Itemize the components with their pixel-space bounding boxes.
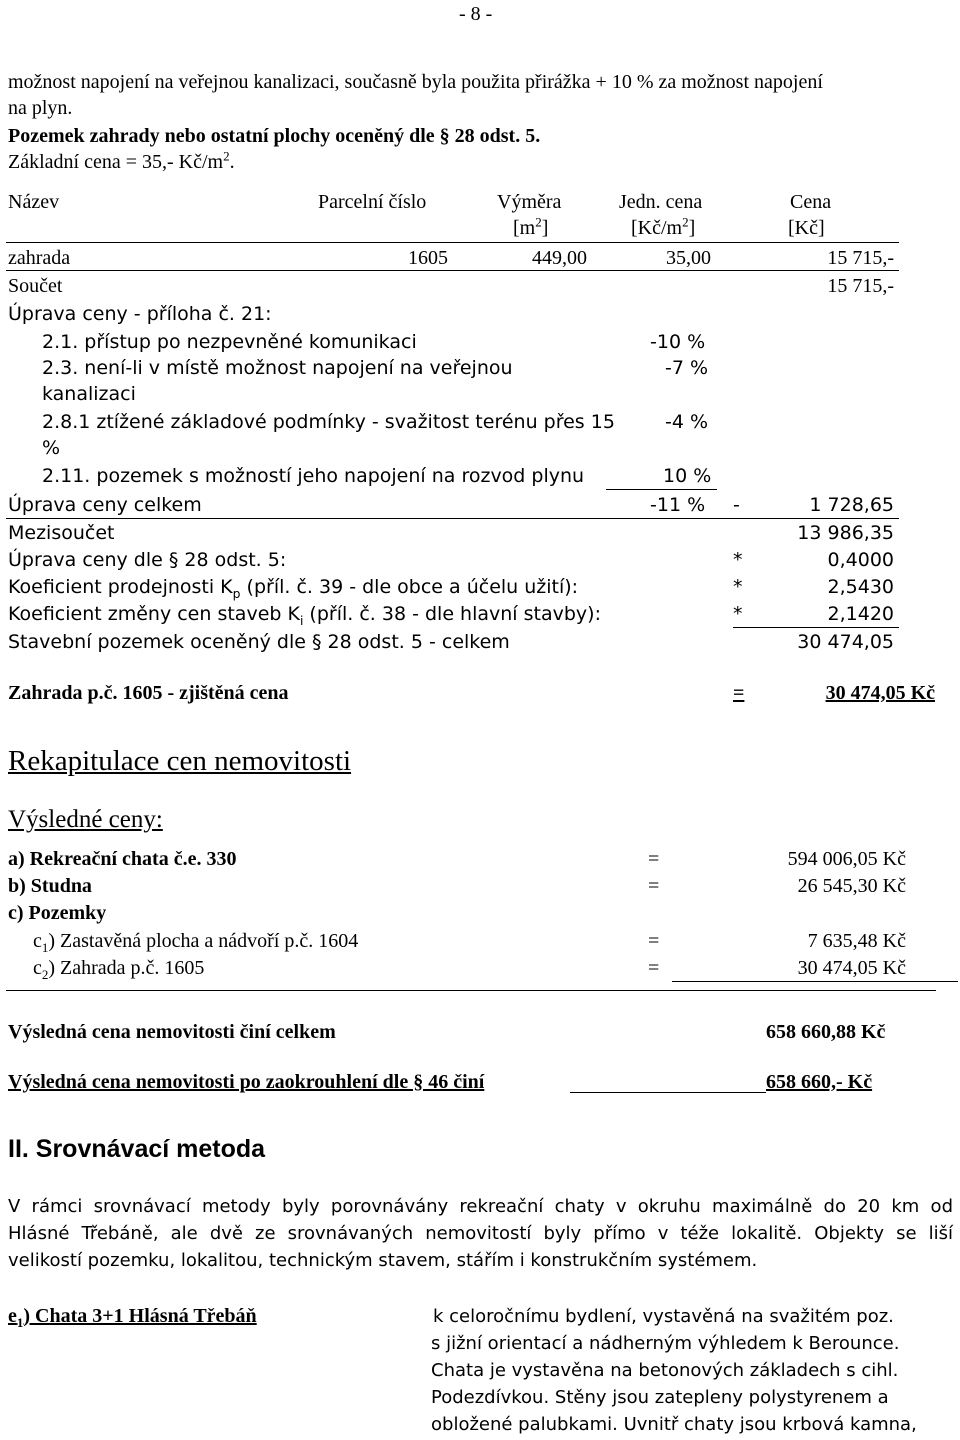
recap-item-c-label: c) Pozemky [8,902,107,924]
page-number: - 8 - [459,3,493,25]
adjust-total-amount: 1 728,65 [809,494,894,516]
subtotal-label: Mezisoučet [8,522,115,544]
table-header-rule [6,242,899,243]
col-area-header: Výměra [497,191,562,213]
col-parcel-header: Parcelní číslo [318,191,427,213]
adjust-item-text: 2.1. přístup po nezpevněné komunikaci [42,331,417,353]
recap-item-c1-eq: = [648,930,660,952]
comparison-desc-line: obložené palubkami. Uvnitř chaty jsou krbová kamna, [431,1414,917,1435]
adjust-item-value: -10 % [650,331,706,353]
intro-line-2: na plyn. [8,97,73,119]
adjust-item-value: -7 % [665,357,709,379]
recap-item-a-label: a) Rekreační chata č.e. 330 [8,848,237,870]
garden-result-label: Zahrada p.č. 1605 - zjištěná cena [8,682,289,704]
adjust-item-text: 2.3. není-li v místě možnost napojení na veřejnou [42,357,513,379]
recap-rounded-label: Výsledná cena nemovitosti po zaokrouhlení dle § 46 činí [8,1071,485,1093]
col-area-unit: $[m^2]$ [513,214,549,239]
comparison-item-e1-title: $e_1$) Chata 3+1 Hlásná Třebáň [8,1305,257,1330]
adjust-item-value: 10 % [663,465,712,487]
section-paragraph-line: Hlásné Třebáně, ale dvě ze srovnávaných nemovitostí byly přímo v téže lokalitě. Objekty se liší [8,1223,953,1244]
ki-label: Koeficient změny cen staveb $K_i$ (příl. č. 38 - dle hlavní stavby): [8,603,601,628]
intro-line-3: Pozemek zahrady nebo ostatní plochy oceněný dle § 28 odst. 5. [8,125,541,147]
adjust-item-text: 2.8.1 ztížené základové podmínky - svažitost terénu přes 15 [42,411,615,433]
recap-title: Rekapitulace cen nemovitosti [8,745,352,777]
adjust-total-percent: -11 % [650,494,706,516]
row-price: 15 715,- [827,247,894,269]
coef-rule [733,627,899,628]
row-parcel: 1605 [408,247,448,269]
adjust-total-op: - [733,494,740,516]
recap-total-rule [6,990,936,991]
adjust-title: Úprava ceny - příloha č. 21: [8,303,272,325]
comparison-desc-line: Chata je vystavěna na betonových základech s cihl. [431,1360,899,1381]
adjust-item-text-cont: kanalizaci [42,383,136,405]
recap-item-c2-label: $c_2$) Zahrada p.č. 1605 [33,957,205,982]
section-paragraph-line: velikostí pozemku, lokalitou, technickým stavem, stářím i konstrukčním systémem. [8,1250,758,1271]
k28-value: 0,4000 [827,549,894,571]
ki-value: 2,1420 [827,603,894,625]
base-price-line: Základní cena = 35,- $Kč/m^2$. [8,148,235,173]
recap-total-label: Výsledná cena nemovitosti činí celkem [8,1021,336,1043]
garden-result-eq: = [733,682,745,704]
kp-value: 2,5430 [827,576,894,598]
kp-label: Koeficient prodejnosti $K_p$ (příl. č. 39 - dle obce a účelu užití): [8,576,579,601]
recap-item-c1-label: $c_1$) Zastavěná plocha a nádvoří p.č. 1604 [33,930,359,955]
land-total-value: 30 474,05 [797,631,894,653]
recap-subtitle: Výsledné ceny: [8,806,163,833]
recap-total-value: 658 660,88 Kč [766,1021,886,1043]
recap-rounded-underline [570,1092,766,1093]
kp-op: * [733,576,743,598]
recap-item-c1-value: 7 635,48 Kč [807,930,906,952]
row-name: zahrada [8,247,71,269]
sum-value: 15 715,- [827,275,894,297]
comparison-desc-line: s jižní orientací a nádherným výhledem k Berounce. [431,1333,900,1354]
recap-item-a-eq: = [648,848,660,870]
intro-line-1: možnost napojení na veřejnou kanalizaci, současně byla použita přirážka + 10 % za možnost napojení [8,71,823,93]
comparison-desc-line: k celoročnímu bydlení, vystavěná na svažitém poz. [433,1306,894,1327]
recap-item-c2-value: 30 474,05 Kč [797,957,906,979]
col-unit-price-header: Jedn. cena [619,191,703,213]
adjust-item-text-cont: % [42,437,61,459]
recap-item-a-value: 594 006,05 Kč [787,848,906,870]
section-heading: II. Srovnávací metoda [8,1135,266,1163]
land-total-label: Stavební pozemek oceněný dle § 28 odst. 5 - celkem [8,631,510,653]
recap-values-rule [672,981,958,982]
comparison-desc-line: Podezdívkou. Stěny jsou zatepleny polystyrenem a [431,1387,889,1408]
ki-op: * [733,603,743,625]
col-price-header: Cena [790,191,832,213]
recap-item-b-eq: = [648,875,660,897]
col-unit-price-unit: $[Kč/m^2]$ [631,214,696,239]
recap-item-b-value: 26 545,30 Kč [797,875,906,897]
subtotal-value: 13 986,35 [797,522,894,544]
section-paragraph-line: V rámci srovnávací metody byly porovnávány rekreační chaty v okruhu maximálně do 20 km od [8,1196,953,1217]
k28-label: Úprava ceny dle § 28 odst. 5: [8,549,287,571]
recap-item-c2-eq: = [648,957,660,979]
col-price-unit: [Kč] [788,217,825,239]
adjust-total-label: Úprava ceny celkem [8,494,202,516]
recap-item-b-label: b) Studna [8,875,92,897]
garden-result-value: 30 474,05 Kč [825,682,935,704]
recap-rounded-value: 658 660,- Kč [766,1071,873,1093]
adjust-item-value: -4 % [665,411,709,433]
adjust-sum-rule [606,489,717,490]
row-area: 449,00 [532,247,587,269]
k28-op: * [733,549,743,571]
sum-label: Součet [8,275,63,297]
adjust-total-rule [6,518,899,519]
adjust-item-text: 2.11. pozemek s možností jeho napojení na rozvod plynu [42,465,585,487]
table-row-rule [6,270,899,271]
col-name-header: Název [8,191,60,213]
row-unit-price: 35,00 [666,247,711,269]
